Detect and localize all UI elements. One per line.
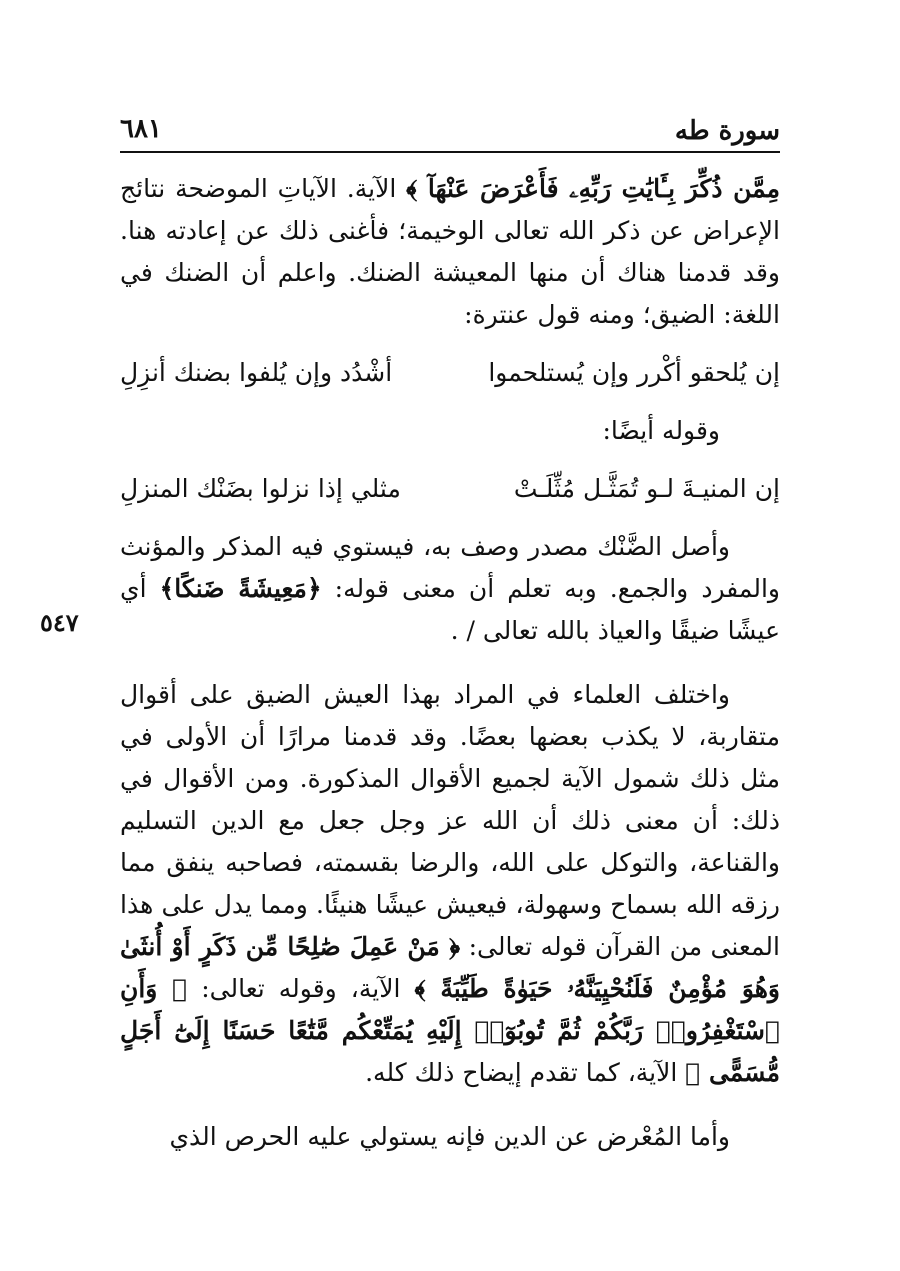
verse-second-hemistich: أشْدُد وإن يُلفوا بضنك أنزِلِ [120, 358, 393, 387]
quran-quote: مِمَّن ذُكِّرَ بِـَٔايَٰتِ رَبِّهِۦ فَأَعْرَضَ عَنْهَآ ﴾ [406, 174, 780, 203]
quran-quote: ﴿ مَنْ عَمِلَ صَٰلِحًا مِّن ذَكَرٍ أَوْ أُنثَىٰ وَهُوَ مُؤْمِنٌ فَلَنُحْيِيَنَّهُۥ حَيَوٰةً طَيِّبَةً ﴾ [120, 932, 780, 1003]
paragraph-3 [120, 674, 780, 1094]
quran-quote: ﴿مَعِيشَةً ضَنكًا﴾ [159, 574, 322, 603]
paragraph-text: الآية، وقوله تعالى: [187, 974, 415, 1003]
poetry-verse-1 [120, 352, 780, 394]
verse-second-hemistich: مثلي إذا نزلوا بضَنْك المنزلِ [120, 474, 401, 503]
page-number: ٦٨١ [120, 114, 162, 144]
surah-title: سورة طه [674, 116, 780, 146]
poetry-verse-2 [120, 468, 780, 510]
paragraph-text: وأصل الضَّنْك مصدر وصف به، فيستوي فيه المذكر والمؤنث والمفرد والجمع. وبه تعلم أن معنى قوله: [120, 532, 780, 603]
page-body [120, 168, 780, 1158]
paragraph-text: واختلف العلماء في المراد بهذا العيش الضيق على أقوال متقاربة، لا يكذب بعضها بعضًا. وقد قدمنا مرارًا أن الأولى في مثل ذلك شمول الآية لجميع الأقوال المذكورة. ومن الأقوال في ذلك: أن معنى ذلك أن الله عز وجل جعل مع الدين التسليم والقناعة، والتوكل على الله، والرضا بقسمته، فصاحبه ينفق مما رزقه الله بسماح وسهولة، فيعيش عيشًا هنيئًا. ومما يدل على هذا المعنى من القرآن قوله تعالى: [120, 680, 780, 961]
page-header [120, 110, 780, 150]
header-divider [120, 151, 780, 153]
verse-first-hemistich: إن يُلحقو أكْرر وإن يُستلحموا [488, 358, 780, 387]
paragraph-1 [120, 168, 780, 336]
paragraph-text: الآية. الآياتِ الموضحة نتائج الإعراض عن ذكر الله تعالى الوخيمة؛ فأغنى ذلك عن إعادته هنا. وقد قدمنا هناك أن منها المعيشة الضنك. واعلم أن الضنك في اللغة: الضيق؛ ومنه قول عنترة: [120, 174, 780, 329]
paragraph-text: أي عيشًا ضيقًا والعياذ بالله تعالى / . [120, 574, 780, 645]
paragraph-4: وأما المُعْرض عن الدين فإنه يستولي عليه الحرص الذي [169, 1122, 730, 1151]
verse-first-hemistich: إن المنيـةَ لـو تُمَثَّـل مُثِّلَـتْ [513, 474, 780, 503]
paragraph-2 [120, 526, 780, 652]
margin-page-number: ٥٤٧ [40, 608, 79, 637]
quran-quote: ﴿ وَأَنِ ٱسْتَغْفِرُوا۟ رَبَّكُمْ ثُمَّ تُوبُوٓا۟ إِلَيْهِ يُمَتِّعْكُم مَّتَٰعًا حَسَنًا إِلَىٰٓ أَجَلٍ مُّسَمًّى ﴾ [120, 974, 780, 1087]
paragraph-text: الآية، كما تقدم إيضاح ذلك كله. [365, 1058, 686, 1087]
verse-intro: وقوله أيضًا: [602, 416, 720, 445]
